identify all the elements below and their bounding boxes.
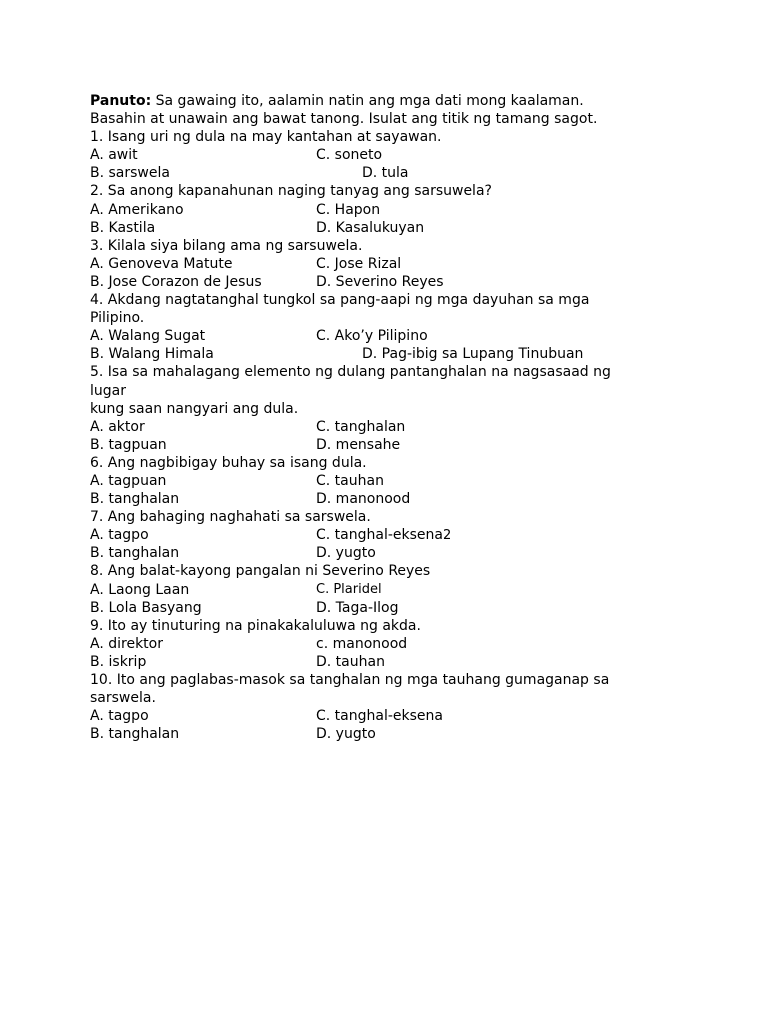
option-c-group (316, 526, 451, 545)
options-row-4b (90, 345, 670, 363)
option-c: C. Plaridel (316, 581, 382, 597)
question-5-cont-2: kung saan nangyari ang dula. (90, 400, 299, 417)
question-1: 1. Isang uri ng dula na may kantahan at sayawan. (90, 129, 442, 146)
options-row-4a (90, 327, 670, 345)
option-b: B. tanghalan (90, 726, 180, 743)
option-a: A. tagpuan (90, 472, 167, 489)
option-c: C. tanghal-eksena (316, 527, 443, 544)
option-d: D. Kasalukuyan (316, 219, 425, 236)
option-d: D. mensahe (316, 436, 401, 453)
option-a: A. direktor (90, 635, 163, 652)
option-c: C. soneto (316, 147, 383, 164)
option-c: C. Jose Rizal (316, 255, 402, 272)
option-a: A. Laong Laan (90, 581, 190, 598)
option-c-suffix: 2 (442, 528, 452, 544)
options-row-9a (90, 635, 670, 653)
option-d: D. yugto (316, 545, 376, 562)
options-row-6b (90, 490, 670, 508)
instructions-line-1 (90, 92, 670, 110)
options-row-7b (90, 544, 670, 562)
quiz-text (90, 92, 670, 743)
option-a: A. tagpo (90, 527, 149, 544)
options-row-10b (90, 725, 670, 743)
option-b: B. tanghalan (90, 491, 180, 508)
options-row-1b (90, 164, 670, 182)
option-d: D. yugto (316, 726, 376, 743)
options-row-6a (90, 472, 670, 490)
options-row-7a (90, 526, 670, 544)
option-a: A. Walang Sugat (90, 328, 206, 345)
option-b: B. Kastila (90, 219, 156, 236)
options-row-1a (90, 146, 670, 164)
options-row-10a (90, 707, 670, 725)
options-row-8b (90, 599, 670, 617)
question-10: 10. Ito ang paglabas-masok sa tanghalan ng mga tauhang gumaganap sa (90, 672, 610, 688)
question-8: 8. Ang balat-kayong pangalan ni Severino Reyes (90, 563, 431, 580)
options-row-9b (90, 653, 670, 671)
option-d: D. tula (362, 165, 409, 182)
question-6: 6. Ang nagbibigay buhay sa isang dula. (90, 454, 367, 471)
option-b: B. sarswela (90, 165, 170, 182)
option-c: C. tauhan (316, 472, 384, 489)
question-4-cont: Pilipino. (90, 310, 145, 327)
options-row-2a (90, 201, 670, 219)
option-b: B. Walang Himala (90, 346, 214, 363)
question-4: 4. Akdang nagtatanghal tungkol sa pang-aapi ng mga dayuhan sa mga (90, 292, 590, 309)
option-c: C. Hapon (316, 201, 381, 218)
option-a: A. tagpo (90, 708, 149, 725)
question-5: 5. Isa sa mahalagang elemento ng dulang pantanghalan na nagsasaad ng (90, 364, 611, 381)
option-a: A. Genoveva Matute (90, 255, 233, 272)
option-a: A. aktor (90, 418, 145, 435)
question-7: 7. Ang bahaging naghahati sa sarswela. (90, 509, 371, 526)
options-row-3a (90, 255, 670, 273)
options-row-3b (90, 273, 670, 291)
question-9: 9. Ito ay tinuturing na pinakakaluluwa ng akda. (90, 617, 421, 634)
option-b: B. Jose Corazon de Jesus (90, 273, 262, 290)
option-a: A. Amerikano (90, 201, 184, 218)
option-b: B. tanghalan (90, 545, 180, 562)
option-d: D. manonood (316, 491, 411, 508)
options-row-5a (90, 418, 670, 436)
option-b: B. iskrip (90, 653, 147, 670)
options-row-8a (90, 581, 670, 599)
question-3: 3. Kilala siya bilang ama ng sarsuwela. (90, 237, 363, 254)
option-c: C. Ako’y Pilipino (316, 328, 428, 345)
instructions-text: Sa gawaing ito, aalamin natin ang mga dati mong kaalaman. (151, 93, 584, 109)
option-a: A. awit (90, 147, 138, 164)
option-d: D. Severino Reyes (316, 273, 444, 290)
options-row-5b (90, 436, 670, 454)
question-10-cont: sarswela. (90, 690, 156, 707)
options-row-2b (90, 219, 670, 237)
instructions-line-2: Basahin at unawain ang bawat tanong. Isulat ang titik ng tamang sagot. (90, 111, 598, 128)
option-b: B. tagpuan (90, 436, 167, 453)
option-d: D. Pag-ibig sa Lupang Tinubuan (362, 346, 584, 363)
question-5-cont-1: lugar (90, 382, 126, 399)
instructions-label: Panuto: (90, 93, 152, 109)
option-c: C. tanghalan (316, 418, 406, 435)
option-d: D. Taga-Ilog (316, 599, 399, 616)
question-2: 2. Sa anong kapanahunan naging tanyag ang sarsuwela? (90, 183, 492, 200)
option-c: c. manonood (316, 635, 408, 652)
option-c: C. tanghal-eksena (316, 708, 443, 725)
option-b: B. Lola Basyang (90, 599, 202, 616)
option-d: D. tauhan (316, 653, 385, 670)
